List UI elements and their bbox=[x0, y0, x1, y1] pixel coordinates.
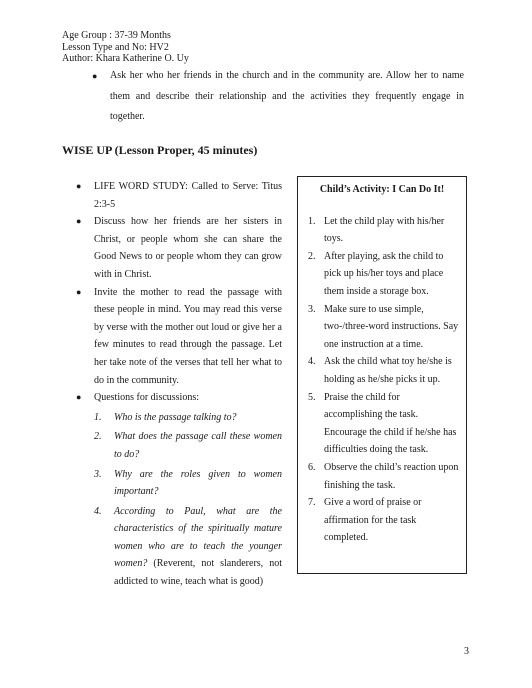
step-text: Observe the child’s reaction upon finishing the task. bbox=[324, 461, 459, 491]
step-text: Let the child play with his/her toys. bbox=[324, 215, 445, 245]
child-activity-box bbox=[297, 176, 467, 574]
bullet-icon: ● bbox=[76, 181, 82, 191]
lesson-bullet-item bbox=[74, 178, 282, 213]
question-text: Why are the roles given to women important? bbox=[114, 468, 282, 498]
step-number: 2. bbox=[308, 250, 316, 262]
discussion-question bbox=[94, 428, 282, 463]
question-text: What does the passage call these women to do? bbox=[114, 431, 282, 460]
question-text: Who is the passage talking to? bbox=[114, 411, 237, 423]
activity-step bbox=[298, 248, 466, 301]
lesson-bullet-item bbox=[74, 284, 282, 390]
activity-step bbox=[298, 389, 466, 459]
question-number: 1. bbox=[94, 411, 102, 423]
lesson-bullet-text: Discuss how her friends are her sisters in Christ, or people whom she can share the Good News to or people whom they can grow with in Christ. bbox=[94, 216, 282, 280]
step-number: 3. bbox=[308, 303, 316, 315]
lesson-bullet-text: LIFE WORD STUDY: Called to Serve: Titus 2:3-5 bbox=[94, 181, 282, 210]
activity-step bbox=[298, 301, 466, 354]
lesson-bullet-text: Questions for discussions: bbox=[94, 392, 199, 404]
step-number: 1. bbox=[308, 215, 316, 227]
step-text: Praise the child for accomplishing the task. Encourage the child if he/she has difficulties doing the task. bbox=[324, 391, 457, 456]
activity-step bbox=[298, 353, 466, 388]
step-number: 5. bbox=[308, 391, 316, 403]
discussion-question-list bbox=[94, 409, 282, 591]
section-title: WISE UP (Lesson Proper, 45 minutes) bbox=[62, 143, 258, 157]
step-text: After playing, ask the child to pick up his/her toys and place them inside a storage box. bbox=[324, 250, 444, 297]
bullet-icon: ● bbox=[92, 71, 98, 81]
lesson-bullet-item bbox=[74, 213, 282, 283]
activity-box-title: Child’s Activity: I Can Do It! bbox=[319, 184, 445, 195]
intro-bullet-list bbox=[92, 66, 464, 128]
question-number: 3. bbox=[94, 468, 102, 480]
activity-step bbox=[298, 459, 466, 494]
discussion-question bbox=[94, 466, 282, 501]
page-number: 3 bbox=[464, 646, 469, 657]
step-text: Make sure to use simple, two-/three-word instructions. Say one instruction at a time. bbox=[324, 303, 459, 350]
lesson-bullet-text: Invite the mother to read the passage with these people in mind. You may read this verse by verse with the mother out loud or give her a few minutes to read through the passage. Let her take note of the verses that tell her what to do in the community. bbox=[94, 286, 282, 386]
activity-step bbox=[298, 494, 466, 547]
activity-step-list bbox=[298, 213, 466, 547]
document-header bbox=[62, 30, 189, 65]
question-text: According to Paul, what are the characteristics of the spiritually mature women who are to teach the younger women? bbox=[114, 505, 282, 570]
question-answer: (Reverent, not slanderers, not addicted to wine, teach what is good) bbox=[114, 558, 282, 588]
bullet-icon: ● bbox=[76, 392, 82, 403]
step-text: Ask the child what toy he/she is holding as he/she picks it up. bbox=[324, 356, 452, 385]
question-number: 4. bbox=[94, 505, 102, 517]
lesson-proper-column bbox=[74, 178, 282, 591]
step-number: 4. bbox=[308, 356, 316, 368]
intro-bullet-item bbox=[92, 66, 464, 128]
lesson-bullet-item bbox=[74, 389, 282, 591]
activity-step bbox=[298, 213, 466, 248]
discussion-question bbox=[94, 409, 282, 427]
bullet-icon: ● bbox=[76, 286, 82, 297]
age-group: Age Group : 37-39 Months bbox=[62, 30, 171, 41]
intro-bullet-text: Ask her who her friends in the church and in the community are. Allow her to name them and describe their relationship and the activities they frequently engage in together. bbox=[110, 70, 464, 122]
bullet-icon: ● bbox=[76, 216, 82, 227]
step-text: Give a word of praise or affirmation for the task completed. bbox=[324, 497, 422, 544]
discussion-question bbox=[94, 503, 282, 591]
lesson-type: Lesson Type and No: HV2 bbox=[62, 41, 169, 53]
question-number: 2. bbox=[94, 431, 102, 443]
step-number: 7. bbox=[308, 497, 316, 509]
step-number: 6. bbox=[308, 461, 316, 473]
author: Author: Khara Katherine O. Uy bbox=[62, 53, 189, 64]
